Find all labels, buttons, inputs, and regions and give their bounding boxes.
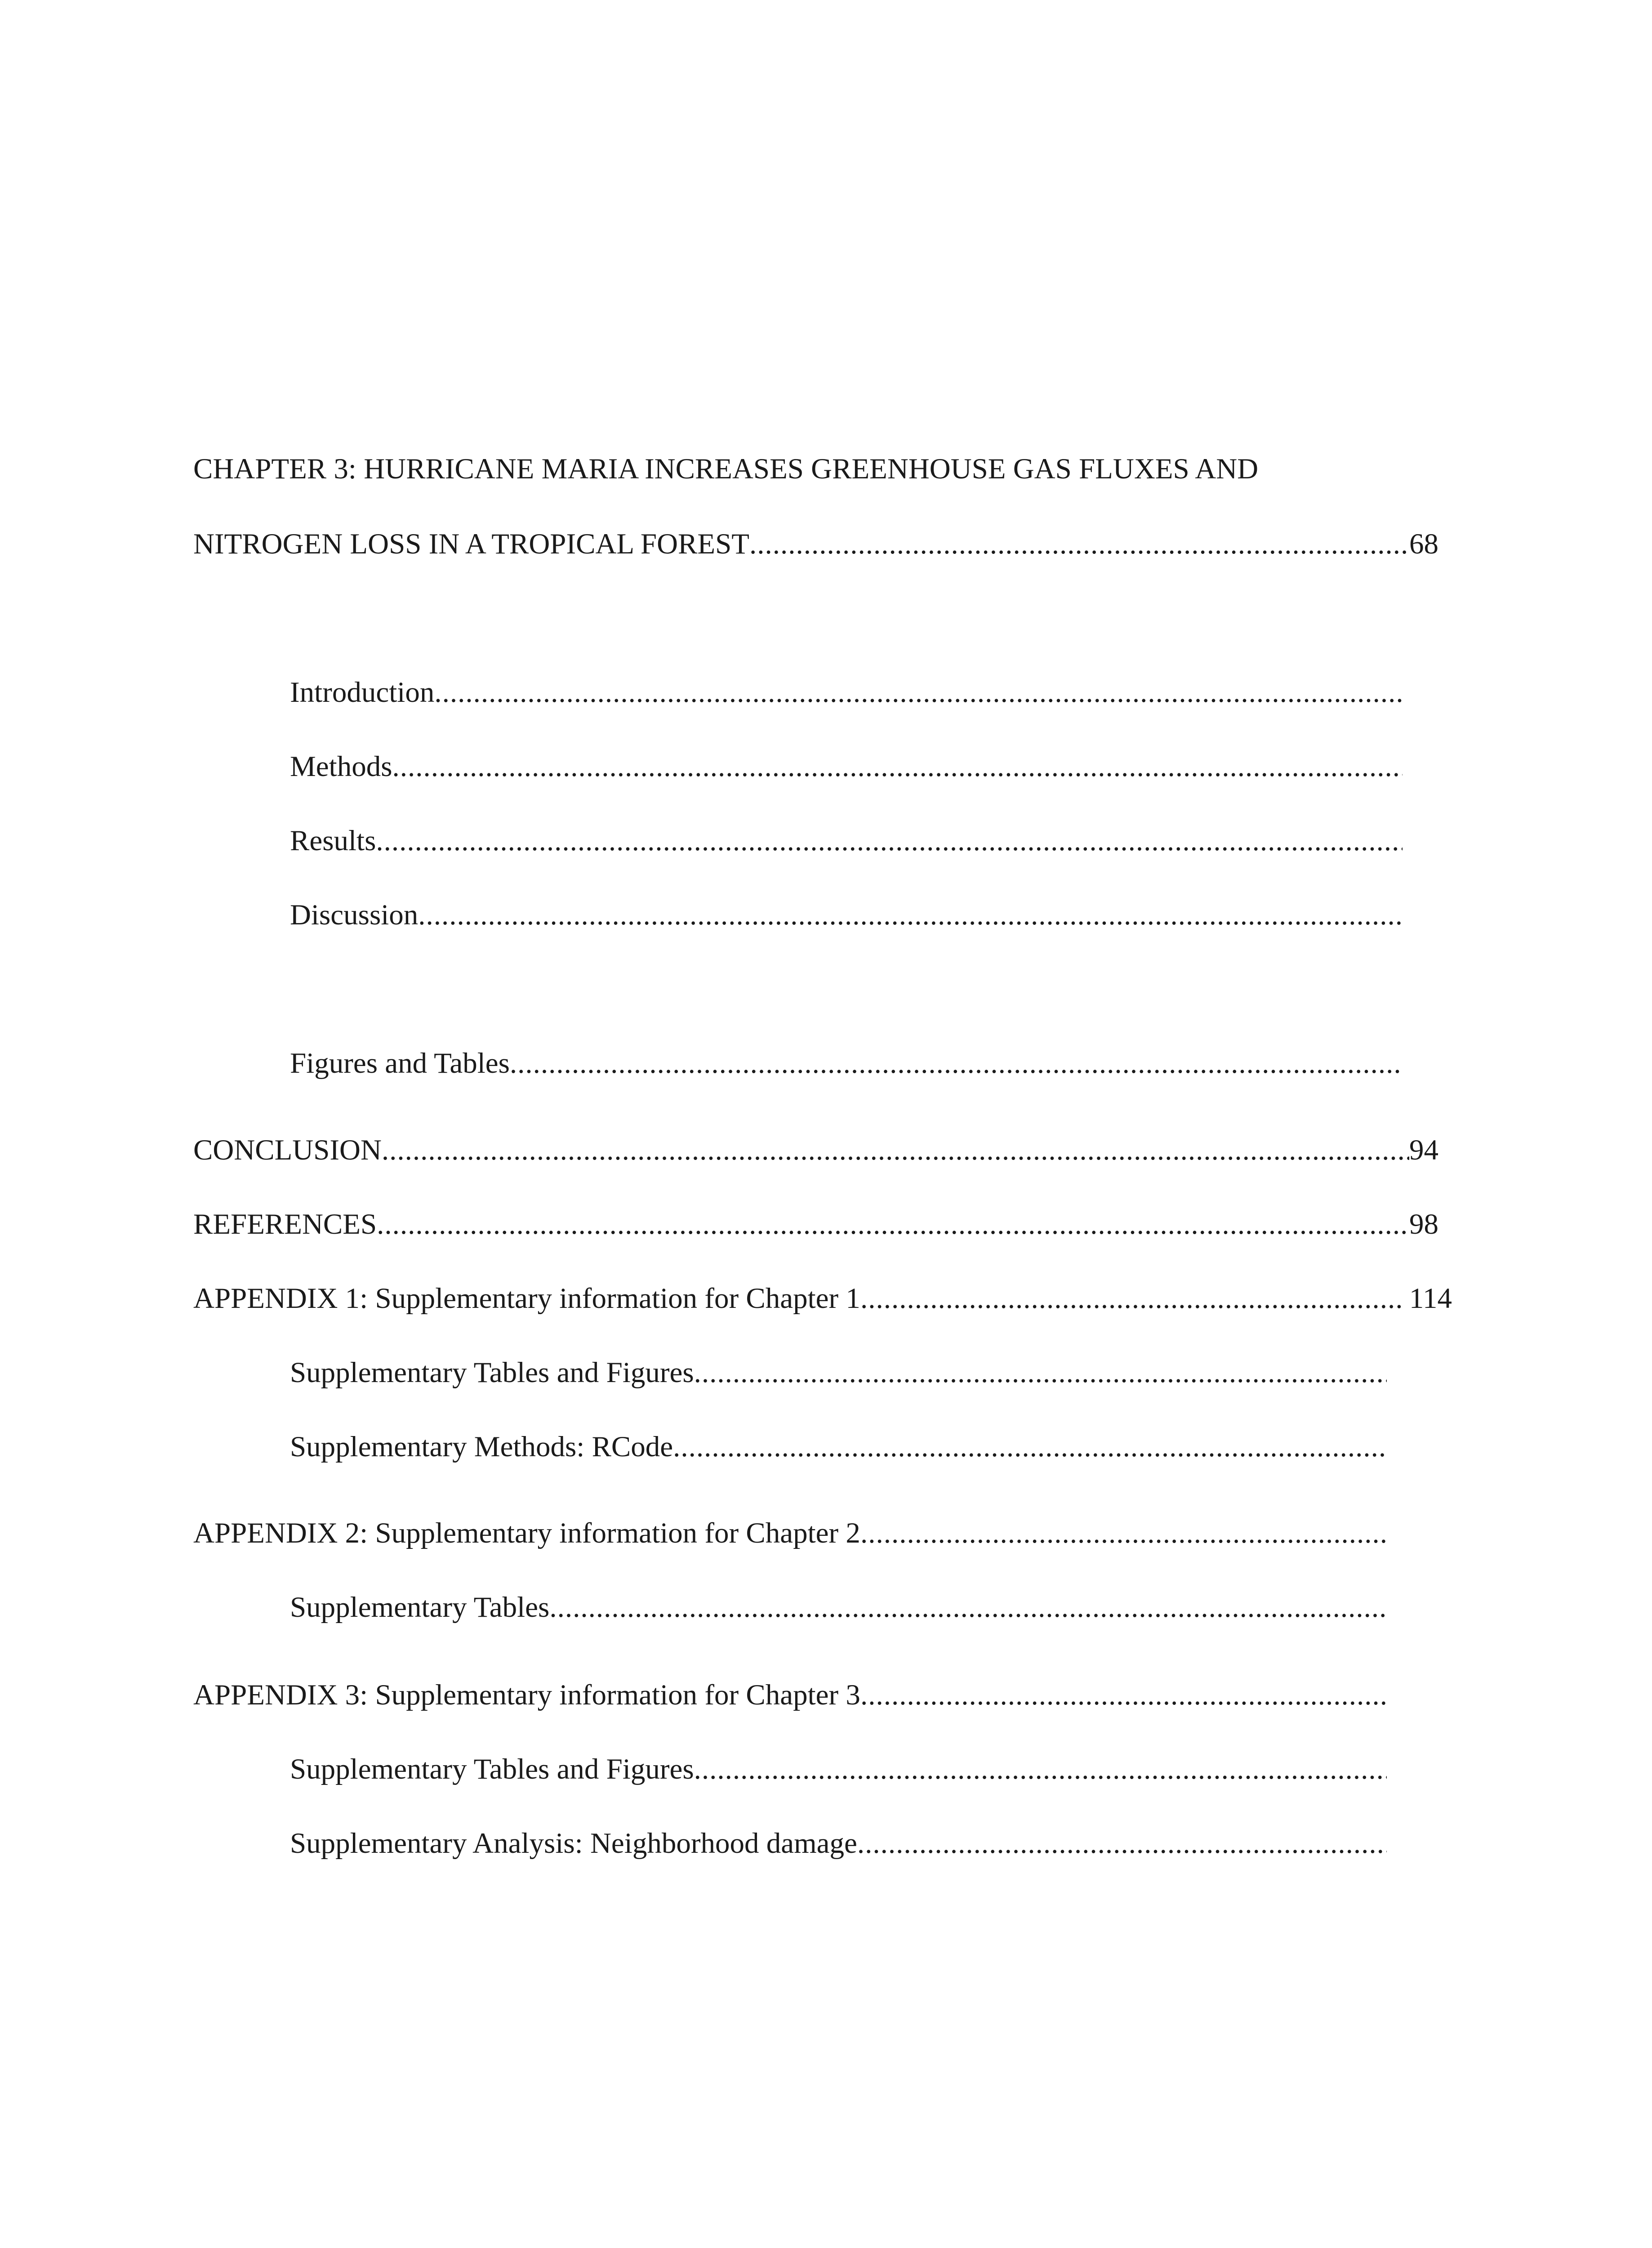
toc-entry-appendix-3-tables-figures[interactable] — [290, 1751, 1387, 1787]
dot-leader — [376, 823, 1403, 859]
dot-leader — [549, 1589, 1387, 1625]
toc-entry-label: Figures and Tables — [290, 1047, 510, 1079]
toc-entry-appendix-3-neighborhood-damage[interactable] — [290, 1825, 1387, 1861]
toc-entry-label: Discussion — [290, 899, 419, 931]
dot-leader — [694, 1355, 1387, 1391]
toc-entry-appendix-2-tables[interactable] — [290, 1589, 1387, 1625]
toc-entry-label: Supplementary Analysis: Neighborhood damage — [290, 1827, 857, 1860]
dot-leader — [434, 674, 1403, 710]
toc-entry-label: REFERENCES — [193, 1208, 377, 1240]
toc-page-number: 94 — [1409, 1134, 1438, 1166]
toc-entry-label: Supplementary Methods: RCode — [290, 1431, 673, 1463]
toc-entry-discussion[interactable] — [290, 897, 1403, 933]
toc-entry-label: Methods — [290, 750, 392, 783]
toc-entry-label: APPENDIX 1: Supplementary information for Chapter 1 — [193, 1282, 860, 1315]
dot-leader — [418, 897, 1403, 933]
toc-entry-label: CONCLUSION — [193, 1134, 382, 1166]
toc-entry-appendix-1-tables-figures[interactable] — [290, 1355, 1387, 1391]
toc-entry-results[interactable] — [290, 823, 1403, 859]
dot-leader — [510, 1045, 1400, 1081]
toc-entry-references[interactable] — [193, 1206, 1438, 1242]
dot-leader — [860, 1515, 1387, 1551]
dot-leader — [673, 1429, 1387, 1465]
toc-entry-figures-and-tables[interactable] — [290, 1045, 1400, 1081]
toc-entry-label: Supplementary Tables — [290, 1591, 550, 1624]
dot-leader — [377, 1206, 1409, 1242]
dot-leader — [860, 1677, 1387, 1713]
toc-entry-appendix-1[interactable] — [193, 1280, 1452, 1316]
toc-entry-label: Introduction — [290, 676, 435, 709]
toc-entry-label: Supplementary Tables and Figures — [290, 1753, 694, 1785]
toc-entry-label: Supplementary Tables and Figures — [290, 1356, 694, 1389]
toc-chapter3-title-line1: CHAPTER 3: HURRICANE MARIA INCREASES GREENHOUSE GAS FLUXES AND — [193, 453, 1259, 485]
toc-entry-label: APPENDIX 3: Supplementary information for Chapter 3 — [193, 1679, 860, 1711]
dot-leader — [382, 1132, 1409, 1168]
dot-leader — [694, 1751, 1387, 1787]
toc-entry-appendix-3[interactable] — [193, 1677, 1387, 1713]
toc-entry-methods[interactable] — [290, 749, 1403, 785]
toc-page-number: 98 — [1409, 1208, 1438, 1240]
toc-entry-conclusion[interactable] — [193, 1132, 1438, 1168]
toc-entry-appendix-2[interactable] — [193, 1515, 1387, 1551]
dot-leader — [392, 749, 1403, 785]
toc-entry-introduction[interactable] — [290, 674, 1403, 710]
toc-entry-chapter3[interactable] — [193, 526, 1438, 562]
toc-entry-appendix-1-rcode[interactable] — [290, 1429, 1387, 1465]
toc-page-number: 68 — [1409, 528, 1438, 560]
toc-chapter3-title-line2: NITROGEN LOSS IN A TROPICAL FOREST — [193, 528, 749, 560]
dot-leader — [749, 526, 1409, 562]
dot-leader — [857, 1825, 1387, 1861]
dot-leader — [860, 1280, 1401, 1316]
toc-entry-label: APPENDIX 2: Supplementary information for Chapter 2 — [193, 1517, 860, 1549]
toc-entry-label: Results — [290, 825, 376, 857]
toc-page-number: 114 — [1409, 1282, 1452, 1315]
